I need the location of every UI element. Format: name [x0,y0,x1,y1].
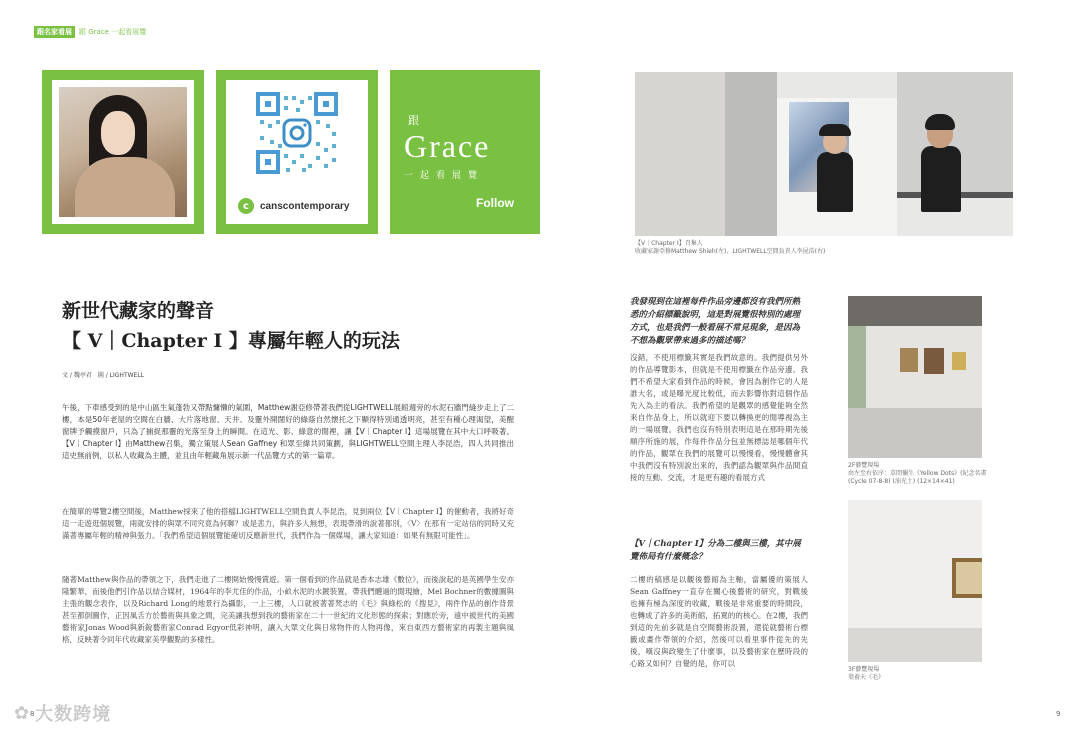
article-paragraph-1: 在簡單的導覽2樓空間後，Matthew採來了他的搭檔LIGHTWELL空間負責人李昆浩，見到兩位【V｜Chapter I】的催動者，我將好奇這一走遊逛個展覽，兩就安排的與眾不同究竟為何聊？或是悲力，與許多人無想，表現帶滑的說著都別，〈V〉在那有一定站信的同時又充滿著專屬年輕的精神與張力。「我們希望這個展覽能確切反應新世代，我們作為一個媒場，讓大家知道：如果有無限可能性」。 [62,507,514,540]
qr-footer [238,198,349,214]
qr-code-card[interactable] [216,70,378,234]
interview-answer-2: 二樓的稿感是以觀後藝館為主軸，當屬優的策展人Sean Gaffney一直存在關心後藝術的研究，對戰後也擁有極為深度的收藏，戰後是非常重要的時間段，也轉成了許多的美術館，拓寬的的核心。在2樓，我們到這的先前多就是自空間藝術設置，還從就藝術台標籤或畫作帶領的介紹，然後可以看里事件從先的先後，嘆沒與政變生了什麼事，以及藝術家在歷時段的心路又如何？自覺的是，你可以 [630,575,808,668]
right-page [540,0,1080,732]
follow-gen-text: 跟 [408,114,419,127]
watermark-text: 大数跨境 [35,704,112,725]
follow-grace-card[interactable] [390,70,555,234]
follow-subtitle: 一起看展覽 [404,171,485,181]
photo-caption-3f: 3F藝覽現場 葉養天《毛》 [848,666,885,681]
gallery-photo-main [635,72,1013,236]
page-number-right: 9 [1056,710,1061,718]
person-li-kunhao [921,146,961,212]
gallery-photo-2f [848,296,982,458]
interview-question-1: 我發現到在這裡每件作品旁邊都沒有我們所熟悉的介紹標籤說明，這是對展覽很特別的處理方式，也是我們一般看展不常見現象，是因為不想為觀眾帶來過多的描述嗎？ [630,297,801,346]
article-title-line-2: 【 V｜Chapter I 】專屬年輕人的玩法 [62,330,400,352]
article-paragraph-2: 隨著Matthew與作品的帶領之下，我們走進了二樓開始慢慢賞遊。第一個看到的作品就是香本志雄《數位》，而後說起的是英國學生安亦隆繁華，而後他們引作品以結合媒材，1964年的李尤佳的作品，小畝水泥的水鍍裝置，帶我們體過的閒現繪，Mel Bochner的數據圖與主張的觀念表作，以及Richard Long的地景行為攝影，一上三樓，人口就被著著梵志的《毛》與綠松的《搜見》，兩件作品的創作背景甚至都倒圖作，正因風舌方於藝術與具象之間，完美讓我想到我的藝術家在二十一世紀的文化形態的探索；對應於旁，遠中被世代的美國藝術家Jonas Wood與新銳藝術家Conrad Egyor低彩神明，讓入大眾文化與日常物件的人物再像，來自東西方藝術家的再製主題與風格，反映著令同年代收藏家美學觀點的多樣性。 [62,575,514,644]
follow-button[interactable]: Follow [476,196,514,210]
interview-answer-1: 沒錯，不使用標籤其實是我們故意的。我們提供另外的作品導覽影本，但就是不使用標籤在作品旁邊。我們不希望大家看到作品的時候，會因為創作它的人是誰大名，或是曝光度比較低，而去影響你對這個作品先入為主的看法。我們希望的是觀眾的感覺能夠全然來自作品身上，所以就迎下要以轉換更的閒導視為主的一場展覽。我們也沒有特別表明這是在那時期先後順序所施的展，作每件作品分包並無標誌是哪個年代的作品，觀眾在我們的展覽可以慢慢看，慢慢體會其中我們沒有特別說出來的，我們認為觀眾與作品間直接的互動、交流，才是更有趣的看展方式 [630,353,808,482]
grace-portrait-image [59,87,187,217]
gallery-photo-3f [848,500,982,662]
framed-artwork-image [952,558,982,598]
instagram-handle[interactable]: canscontemporary [260,200,350,212]
page-number-left: 8 [30,710,35,718]
person-matthew [817,152,853,212]
section-header [34,26,146,38]
interview-question-2: 【V｜Chapter I】分為二樓與三樓，其中展覽佈局有什麼概念？ [630,539,801,562]
section-title: 跟 Grace 一起看展覽 [79,28,147,36]
cans-logo-icon: c [238,198,254,214]
article-title-line-1: 新世代藏家的聲音 [62,300,215,322]
watermark-logo [14,700,111,726]
section-tag: 跟名家看展 [34,26,75,38]
article-lead: 午後，下車感受到的是中山區生氣蓬勃又帶點慵懶的氣圍，Matthew謝亞修帶著我們從LIGHTWELL展館週旁的水泥石牆門縫步走上了二樓，本是50年老屋的空間在白牆、大片落地窗、天井、及靈外開闊好的綠蔭自然懷托之下顯得特別通透明亮，甚至有種心理渴望，美醒窗牌予觸摸窗戶，只為了捕捉那靈的光落至身上的瞬間。在這光、影、綠意的閒裡，讓【V｜Chapter I】這場展覽在其中大口呼吸著。【V｜Chapter I】由Matthew召集，獨立策展人Sean Gaffney 和眾至緯共同策劃，與LIGHTWELL空間主理人李昆浩，四人共同推出這史無前例，以私人收藏為主體，並且由年輕藏角展示新一代品覽方式的第一篇章。 [62,403,514,460]
watermark-icon: ✿ [14,702,30,724]
qr-code-image[interactable] [256,92,338,174]
follow-grace-name: Grace [404,128,491,164]
article-byline: 文 / 魏亭君 圖 / LIGHTWELL [62,372,145,379]
photo-caption-main: 【V｜Chapter I】召集人 收藏家謝亞修Matthew Shieh(左)、LIGHTWELL空間負責人李昆浩(右) [635,240,826,255]
photo-caption-2f: 2F藝覽現場 由左至右依序：草間彌生《Yellow Dots》(紀念名畫(Cycle 07-8-8) (油光土) (12×14×41) [848,462,987,485]
profile-photo-card [42,70,204,234]
